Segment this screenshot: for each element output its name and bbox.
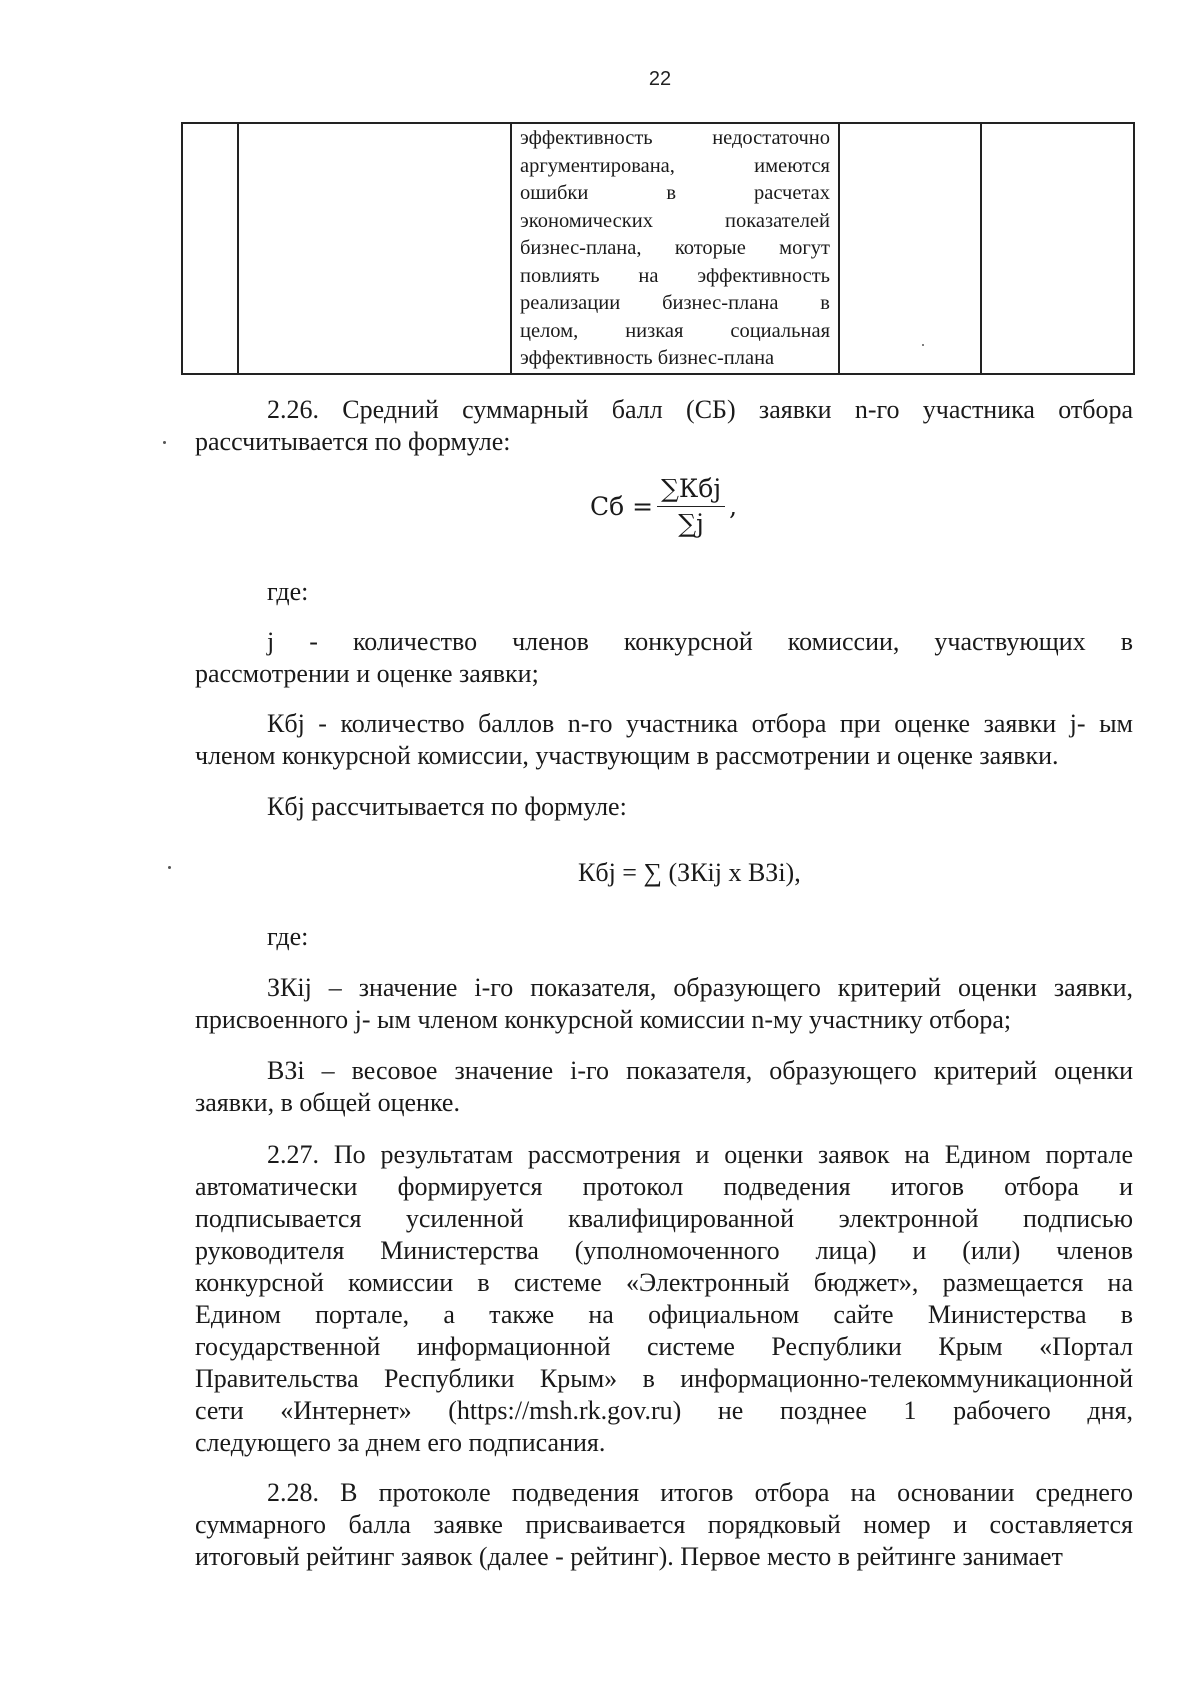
formula-kbj: Кбj = ∑ (ЗКij х ВЗi), bbox=[578, 858, 801, 887]
definition-zkij bbox=[195, 972, 1133, 1036]
text-line: конкурсной комиссии в системе «Электронный бюджет», размещается на bbox=[195, 1268, 1133, 1297]
criterion-line: ошибки в расчетах bbox=[520, 182, 830, 204]
criterion-line: эффективность бизнес-плана bbox=[520, 347, 775, 369]
criteria-table bbox=[181, 122, 1135, 375]
text-line: Кбj - количество баллов n-го участника отбора при оценке заявки j- ым bbox=[267, 709, 1133, 738]
scan-speck bbox=[168, 866, 171, 869]
criterion-line: аргументирована, имеются bbox=[520, 154, 830, 177]
scan-speck bbox=[163, 441, 166, 444]
formula-fraction bbox=[657, 474, 725, 538]
section-2-27 bbox=[195, 1139, 1133, 1459]
formula-denominator: ∑j bbox=[678, 509, 704, 538]
table-row bbox=[182, 123, 1134, 374]
text-line: сети «Интернет» (https://msh.rk.gov.ru) не позднее 1 рабочего дня, bbox=[195, 1396, 1133, 1425]
criterion-line: бизнес-плана, которые могут bbox=[520, 237, 830, 259]
section-2-26-intro bbox=[195, 394, 1133, 458]
text-line: автоматически формируется протокол подведения итогов отбора и bbox=[195, 1172, 1133, 1201]
text-line: суммарного балла заявке присваивается порядковый номер и составляется bbox=[195, 1510, 1133, 1539]
formula-numerator: ∑Кбj bbox=[657, 474, 725, 507]
text-line: членом конкурсной комиссии, участвующим в рассмотрении и оценке заявки. bbox=[195, 741, 1059, 770]
text-line: итоговый рейтинг заявок (далее - рейтинг). Первое место в рейтинге занимает bbox=[195, 1542, 1063, 1571]
formula-average-score bbox=[590, 474, 737, 538]
text-line: подписывается усиленной квалифицированной электронной подписью bbox=[195, 1204, 1133, 1233]
table-cell-number bbox=[182, 123, 238, 374]
section-2-28 bbox=[195, 1477, 1133, 1573]
criterion-line: повлиять на эффективность bbox=[520, 264, 830, 287]
criterion-line: эффективность недостаточно bbox=[520, 127, 830, 149]
table-cell-weight bbox=[981, 123, 1134, 374]
text-line: Правительства Республики Крым» в информационно-телекоммуникационной bbox=[195, 1364, 1133, 1393]
kbj-formula-intro bbox=[195, 791, 1133, 823]
scan-speck bbox=[922, 344, 924, 346]
criterion-line: реализации бизнес-плана в bbox=[520, 292, 830, 314]
page-number: 22 bbox=[648, 68, 672, 90]
text-line: ЗКij – значение i-го показателя, образующего критерий оценки заявки, bbox=[267, 973, 1133, 1002]
criterion-line: целом, низкая социальная bbox=[520, 319, 830, 342]
text-line: ВЗi – весовое значение i-го показателя, образующего критерий оценки bbox=[267, 1056, 1133, 1085]
text-line: j - количество членов конкурсной комиссии, участвующих в bbox=[267, 627, 1133, 656]
text-line: рассмотрении и оценке заявки; bbox=[195, 659, 539, 688]
definition-j bbox=[195, 626, 1133, 690]
where-label: где: bbox=[267, 577, 309, 606]
where-label-2: где: bbox=[267, 922, 309, 951]
text-line: руководителя Министерства (уполномоченного лица) и (или) членов bbox=[195, 1236, 1133, 1265]
definition-kbj bbox=[195, 708, 1133, 772]
text-line: Кбj рассчитывается по формуле: bbox=[267, 792, 627, 821]
text-line: 2.27. По результатам рассмотрения и оценки заявок на Едином портале bbox=[267, 1140, 1133, 1169]
text-line: 2.28. В протоколе подведения итогов отбора на основании среднего bbox=[267, 1478, 1133, 1507]
text-line: заявки, в общей оценке. bbox=[195, 1088, 460, 1117]
formula-tail: , bbox=[729, 491, 738, 521]
text-line: 2.26. Средний суммарный балл (СБ) заявки n-го участника отбора bbox=[267, 395, 1133, 424]
text-line: государственной информационной системе Республики Крым «Портал bbox=[195, 1332, 1133, 1361]
formula-lhs: Сб = bbox=[590, 491, 654, 521]
table-cell-score bbox=[839, 123, 981, 374]
criterion-line: экономических показателей bbox=[520, 209, 830, 232]
text-line: Едином портале, а также на официальном сайте Министерства в bbox=[195, 1300, 1133, 1329]
definition-vzi bbox=[195, 1055, 1133, 1119]
text-line: следующего за днем его подписания. bbox=[195, 1428, 606, 1457]
criterion-description bbox=[512, 124, 838, 373]
table-cell-criterion bbox=[238, 123, 511, 374]
text-line: присвоенного j- ым членом конкурсной комиссии n-му участнику отбора; bbox=[195, 1005, 1012, 1034]
table-cell-description bbox=[511, 123, 839, 374]
text-line: рассчитывается по формуле: bbox=[195, 427, 511, 456]
